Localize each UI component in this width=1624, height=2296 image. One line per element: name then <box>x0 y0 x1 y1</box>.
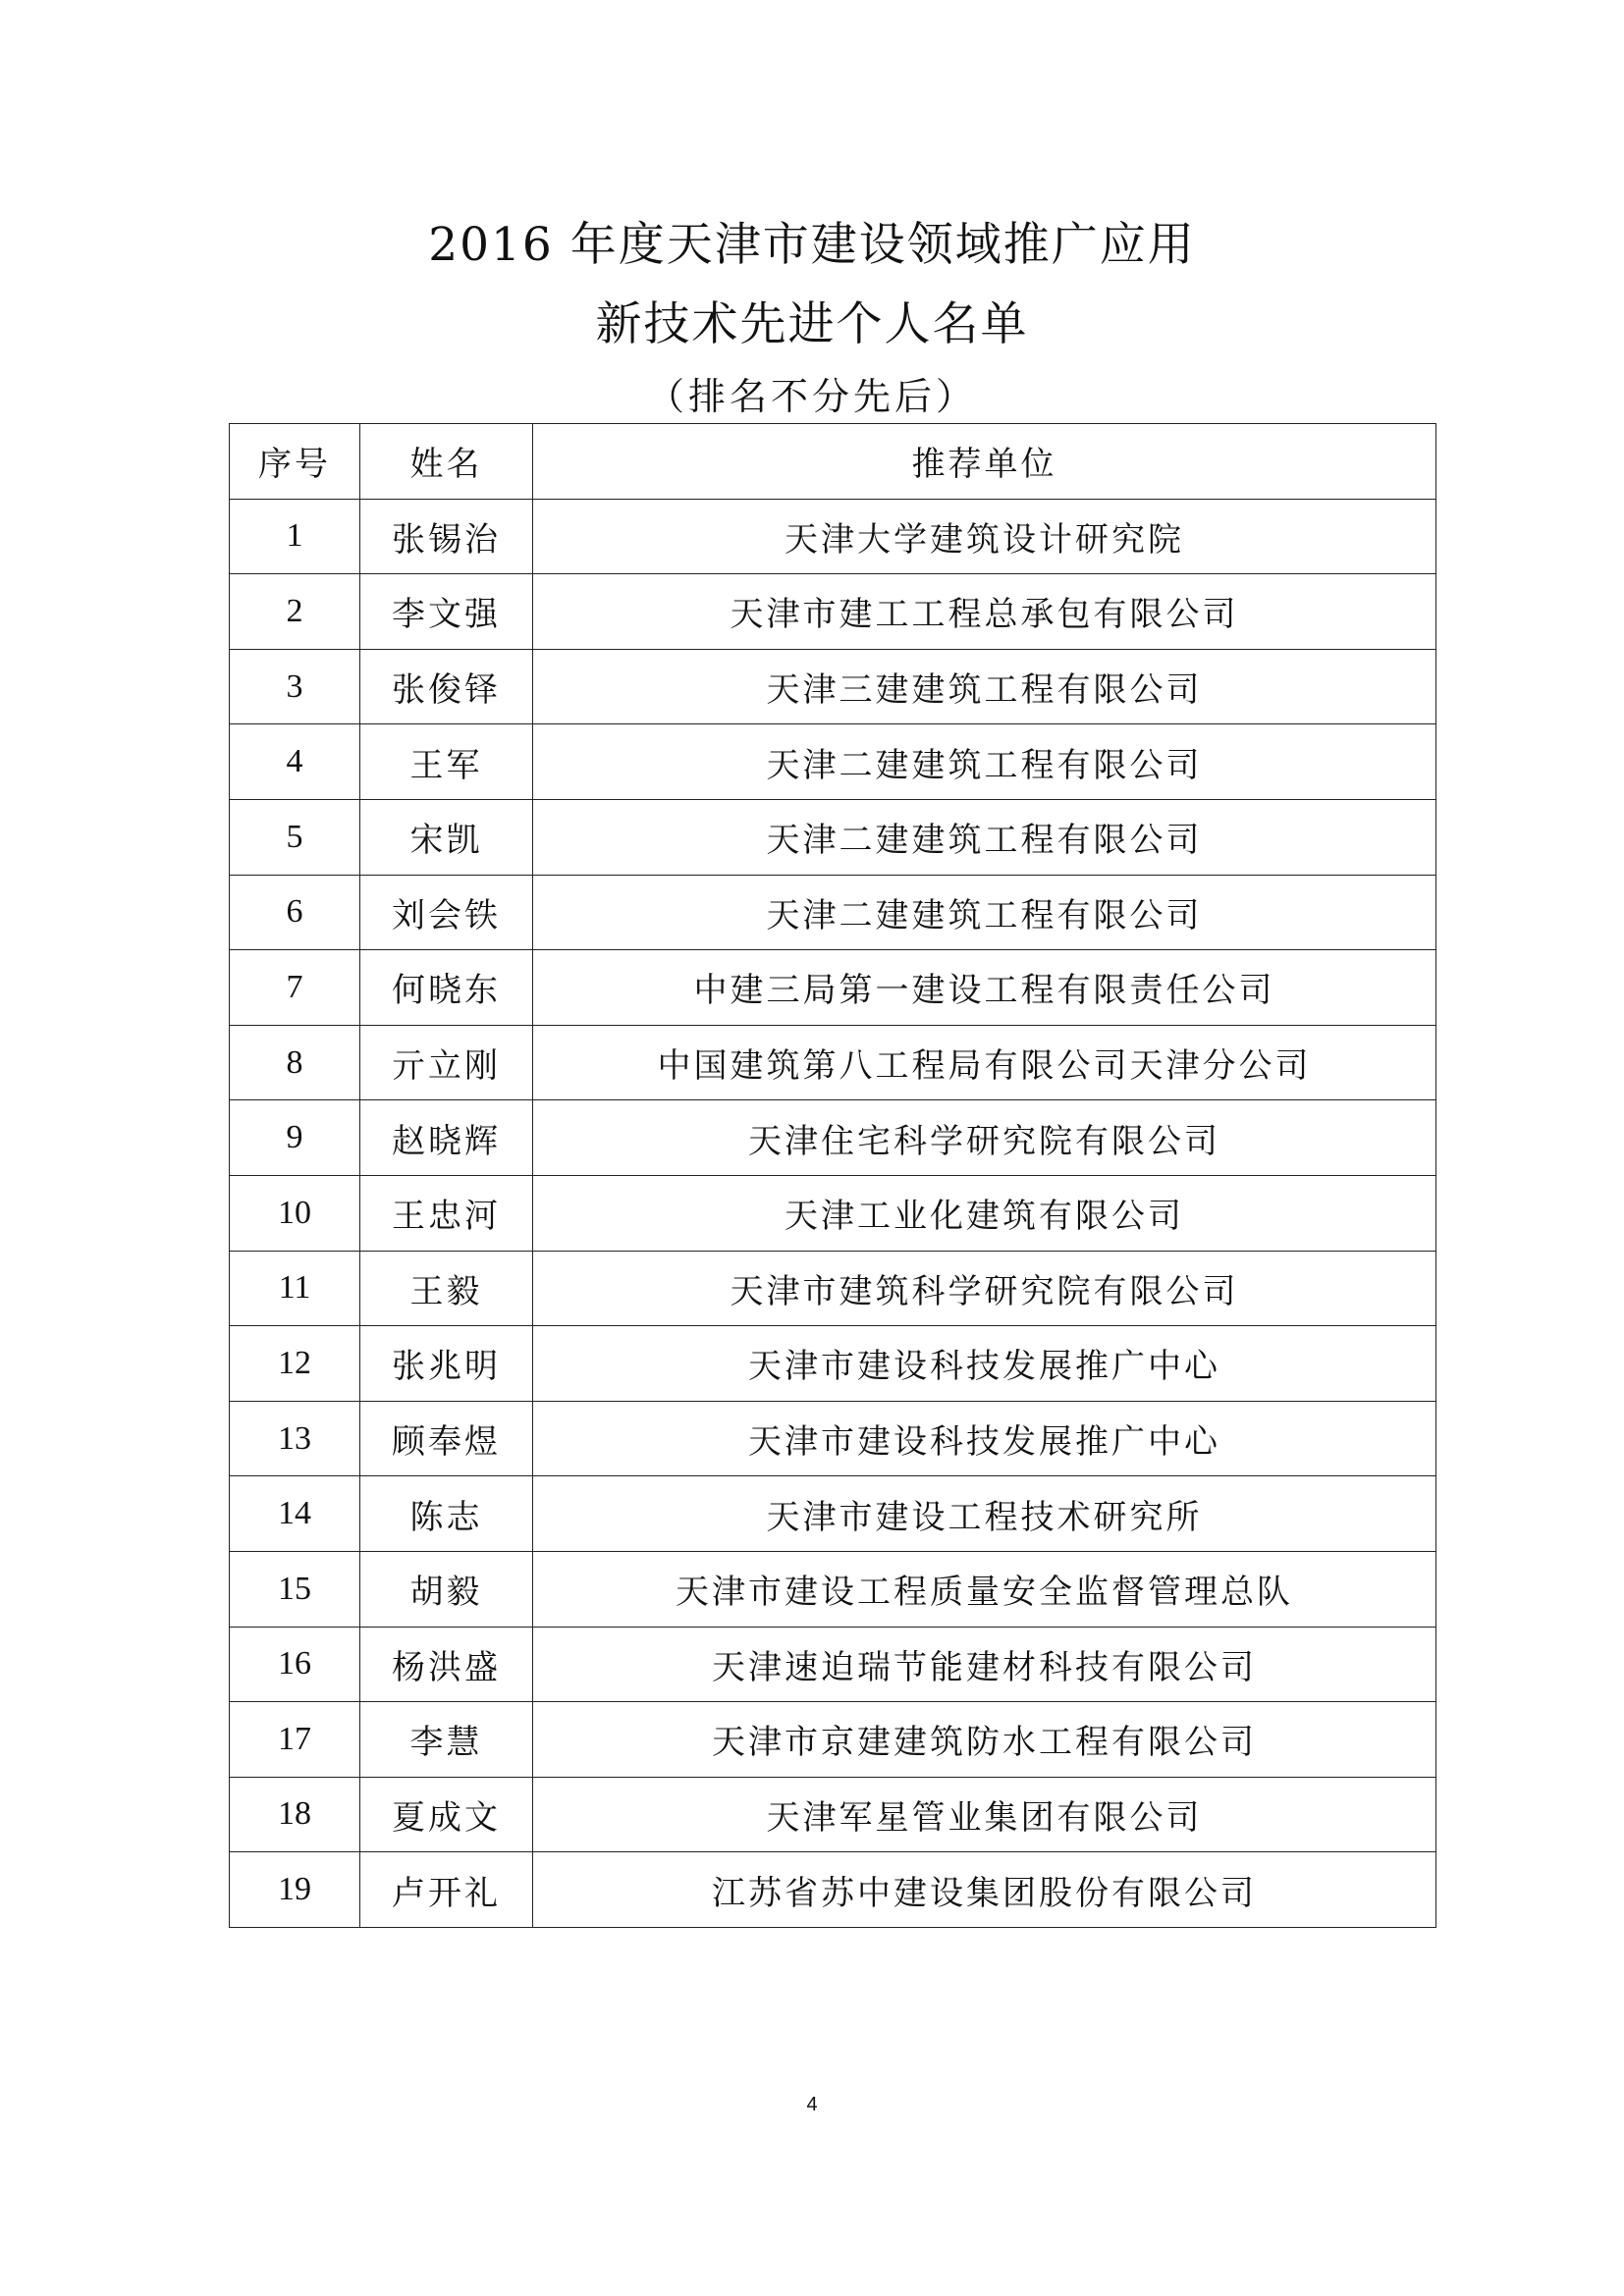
row-unit: 天津住宅科学研究院有限公司 <box>533 1100 1436 1176</box>
row-name: 张锡治 <box>360 499 533 574</box>
table-row <box>230 1852 1436 1928</box>
award-list-table <box>229 423 1436 1928</box>
table-row <box>230 875 1436 950</box>
row-name: 顾奉煜 <box>360 1401 533 1476</box>
header-name: 姓名 <box>360 424 533 500</box>
row-unit: 天津市建筑科学研究院有限公司 <box>533 1251 1436 1326</box>
row-unit: 天津市京建建筑防水工程有限公司 <box>533 1702 1436 1778</box>
table-row <box>230 1100 1436 1176</box>
row-unit: 天津市建设科技发展推广中心 <box>533 1326 1436 1402</box>
row-number: 3 <box>230 649 360 724</box>
row-unit: 中建三局第一建设工程有限责任公司 <box>533 950 1436 1026</box>
row-unit: 天津工业化建筑有限公司 <box>533 1175 1436 1251</box>
row-number: 19 <box>230 1852 360 1928</box>
row-number: 6 <box>230 875 360 950</box>
row-unit: 天津市建设科技发展推广中心 <box>533 1401 1436 1476</box>
row-unit: 天津市建工工程总承包有限公司 <box>533 574 1436 650</box>
table-row <box>230 1702 1436 1778</box>
document-title-line-2: 新技术先进个人名单 <box>595 297 1029 351</box>
row-name: 赵晓辉 <box>360 1100 533 1176</box>
row-number: 11 <box>230 1251 360 1326</box>
row-name: 夏成文 <box>360 1777 533 1852</box>
row-name: 宋凯 <box>360 799 533 875</box>
row-number: 1 <box>230 499 360 574</box>
row-number: 15 <box>230 1551 360 1627</box>
row-unit: 天津速迫瑞节能建材科技有限公司 <box>533 1627 1436 1702</box>
table-row <box>230 799 1436 875</box>
page-number: 4 <box>806 2094 818 2115</box>
row-number: 14 <box>230 1476 360 1552</box>
header-unit: 推荐单位 <box>533 424 1436 500</box>
row-name: 李文强 <box>360 574 533 650</box>
row-name: 杨洪盛 <box>360 1627 533 1702</box>
table-row <box>230 950 1436 1026</box>
table-row <box>230 1175 1436 1251</box>
row-unit: 天津市建设工程技术研究所 <box>533 1476 1436 1552</box>
row-name: 陈志 <box>360 1476 533 1552</box>
row-number: 12 <box>230 1326 360 1402</box>
row-number: 9 <box>230 1100 360 1176</box>
row-number: 4 <box>230 724 360 800</box>
table-row <box>230 1326 1436 1402</box>
row-number: 17 <box>230 1702 360 1778</box>
row-name: 亓立刚 <box>360 1025 533 1100</box>
row-unit: 天津大学建筑设计研究院 <box>533 499 1436 574</box>
row-unit: 天津二建建筑工程有限公司 <box>533 875 1436 950</box>
row-number: 18 <box>230 1777 360 1852</box>
row-name: 刘会铁 <box>360 875 533 950</box>
row-name: 王毅 <box>360 1251 533 1326</box>
table-row <box>230 1551 1436 1627</box>
table-row <box>230 649 1436 724</box>
row-number: 8 <box>230 1025 360 1100</box>
row-unit: 天津三建建筑工程有限公司 <box>533 649 1436 724</box>
row-name: 张兆明 <box>360 1326 533 1402</box>
row-name: 何晓东 <box>360 950 533 1026</box>
table-row <box>230 1476 1436 1552</box>
row-name: 李慧 <box>360 1702 533 1778</box>
table-row <box>230 1251 1436 1326</box>
table-row <box>230 1777 1436 1852</box>
row-unit: 天津二建建筑工程有限公司 <box>533 799 1436 875</box>
header-number: 序号 <box>230 424 360 500</box>
row-number: 7 <box>230 950 360 1026</box>
row-unit: 天津军星管业集团有限公司 <box>533 1777 1436 1852</box>
row-unit: 江苏省苏中建设集团股份有限公司 <box>533 1852 1436 1928</box>
table-header-row <box>230 424 1436 500</box>
row-number: 13 <box>230 1401 360 1476</box>
table-row <box>230 1401 1436 1476</box>
row-name: 王军 <box>360 724 533 800</box>
document-subtitle: （排名不分先后） <box>646 375 977 418</box>
row-name: 王忠河 <box>360 1175 533 1251</box>
row-number: 2 <box>230 574 360 650</box>
row-unit: 天津市建设工程质量安全监督管理总队 <box>533 1551 1436 1627</box>
table-row <box>230 724 1436 800</box>
row-name: 卢开礼 <box>360 1852 533 1928</box>
row-name: 张俊铎 <box>360 649 533 724</box>
table-row <box>230 1627 1436 1702</box>
document-title-line-1: 2016 年度天津市建设领域推广应用 <box>428 218 1196 272</box>
row-unit: 中国建筑第八工程局有限公司天津分公司 <box>533 1025 1436 1100</box>
table-row <box>230 574 1436 650</box>
table-row <box>230 1025 1436 1100</box>
row-name: 胡毅 <box>360 1551 533 1627</box>
row-unit: 天津二建建筑工程有限公司 <box>533 724 1436 800</box>
table-row <box>230 499 1436 574</box>
row-number: 16 <box>230 1627 360 1702</box>
row-number: 5 <box>230 799 360 875</box>
row-number: 10 <box>230 1175 360 1251</box>
